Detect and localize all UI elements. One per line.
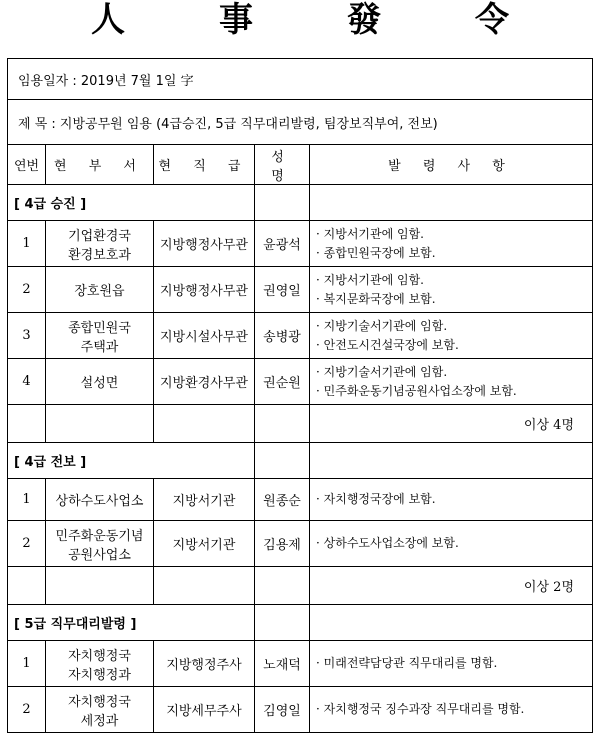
dept-line: 종합민원국 (68, 320, 131, 336)
dept-line: 주택과 (80, 339, 119, 355)
person-name: 권영일 (255, 267, 310, 313)
row-number: 1 (8, 641, 46, 687)
person-name: 송병광 (255, 313, 310, 359)
current-dept (46, 687, 154, 733)
row-number: 2 (8, 521, 46, 567)
empty-cell (46, 405, 154, 443)
empty-cell (154, 405, 255, 443)
current-dept (46, 359, 154, 405)
empty-cell (255, 405, 310, 443)
col-header-name: 성 명 (255, 145, 310, 185)
col-header-action: 발 령 사 항 (310, 145, 593, 185)
empty-cell (154, 567, 255, 605)
order-item: · 지방기술서기관에 임함. (316, 318, 448, 333)
row-number: 3 (8, 313, 46, 359)
dept-line: 자치행정과 (68, 667, 131, 683)
order-item: · 지방기술서기관에 임함. (316, 364, 448, 379)
col-header-dept: 현 부 서 (46, 145, 154, 185)
order-item: · 지방서기관에 임함. (316, 226, 424, 241)
header-row (8, 145, 593, 185)
dept-line: 세정과 (80, 713, 119, 729)
table-row (8, 221, 593, 267)
current-grade: 지방행정사무관 (154, 221, 255, 267)
order-item: · 지방서기관에 임함. (316, 272, 424, 287)
section-header-row (8, 443, 593, 479)
row-number: 1 (8, 479, 46, 521)
section-header-row (8, 185, 593, 221)
table-row (8, 641, 593, 687)
total-row (8, 405, 593, 443)
table-row (8, 267, 593, 313)
person-name: 윤광석 (255, 221, 310, 267)
dept-line: 설성면 (80, 376, 119, 391)
order-item: · 민주화운동기념공원사업소장에 보함. (316, 383, 517, 398)
empty-cell (255, 443, 310, 479)
empty-cell (8, 405, 46, 443)
current-grade: 지방서기관 (154, 479, 255, 521)
order-items (310, 267, 593, 313)
current-dept (46, 221, 154, 267)
total-count: 이상 2명 (310, 567, 593, 605)
person-name: 김용제 (255, 521, 310, 567)
subject-line: 제 목 : 지방공무원 임용 (4급승진, 5급 직무대리발령, 팀장보직부여, 전보) (8, 100, 593, 145)
empty-cell (310, 443, 593, 479)
current-grade: 지방시설사무관 (154, 313, 255, 359)
section-title: [ 4급 전보 ] (8, 443, 255, 479)
current-dept (46, 479, 154, 521)
person-name: 권순원 (255, 359, 310, 405)
table-row (8, 521, 593, 567)
table-row (8, 313, 593, 359)
current-dept (46, 267, 154, 313)
order-item: · 자치행정국 징수과장 직무대리를 명함. (316, 702, 525, 716)
order-item: · 종합민원국장에 보함. (316, 245, 436, 260)
current-grade: 지방행정사무관 (154, 267, 255, 313)
empty-cell (255, 605, 310, 641)
table-row (8, 359, 593, 405)
order-items (310, 641, 593, 687)
current-grade: 지방서기관 (154, 521, 255, 567)
current-dept (46, 521, 154, 567)
current-dept (46, 313, 154, 359)
empty-cell (255, 567, 310, 605)
dept-line: 자치행정국 (68, 694, 131, 710)
current-grade: 지방세무주사 (154, 687, 255, 733)
total-row (8, 567, 593, 605)
total-count: 이상 4명 (310, 405, 593, 443)
row-number: 4 (8, 359, 46, 405)
order-item: · 미래전략담당관 직무대리를 명함. (316, 656, 498, 670)
order-items (310, 313, 593, 359)
row-number: 2 (8, 267, 46, 313)
dept-line: 상하수도사업소 (55, 494, 144, 509)
current-dept (46, 641, 154, 687)
row-number: 2 (8, 687, 46, 733)
person-name: 원종순 (255, 479, 310, 521)
section-title: [ 5급 직무대리발령 ] (8, 605, 255, 641)
order-items (310, 687, 593, 733)
order-item: · 안전도시건설국장에 보함. (316, 337, 459, 352)
person-name: 노재덕 (255, 641, 310, 687)
order-items (310, 479, 593, 521)
order-items (310, 359, 593, 405)
current-grade: 지방환경사무관 (154, 359, 255, 405)
order-item: · 자치행정국장에 보함. (316, 492, 436, 506)
section-title: [ 4급 승진 ] (8, 185, 255, 221)
order-item: · 복지문화국장에 보함. (316, 291, 436, 306)
dept-line: 공원사업소 (68, 547, 131, 563)
section-header-row (8, 605, 593, 641)
empty-cell (255, 185, 310, 221)
empty-cell (8, 567, 46, 605)
col-header-grade: 현 직 급 (154, 145, 255, 185)
effective-date: 임용일자 : 2019년 7월 1일 字 (8, 59, 593, 100)
empty-cell (310, 185, 593, 221)
table-row (8, 687, 593, 733)
dept-line: 기업환경국 (68, 228, 131, 244)
order-items (310, 221, 593, 267)
row-number: 1 (8, 221, 46, 267)
order-items (310, 521, 593, 567)
empty-cell (46, 567, 154, 605)
table-row (8, 479, 593, 521)
empty-cell (310, 605, 593, 641)
col-header-no: 연번 (8, 145, 46, 185)
dept-line: 자치행정국 (68, 648, 131, 664)
current-grade: 지방행정주사 (154, 641, 255, 687)
document-title: 人 事 發 令 (91, 0, 539, 40)
order-item: · 상하수도사업소장에 보함. (316, 536, 459, 550)
dept-line: 장호원읍 (74, 284, 125, 299)
personnel-order-table (7, 58, 593, 733)
person-name: 김영일 (255, 687, 310, 733)
dept-line: 환경보호과 (68, 247, 131, 263)
dept-line: 민주화운동기념 (55, 528, 144, 544)
